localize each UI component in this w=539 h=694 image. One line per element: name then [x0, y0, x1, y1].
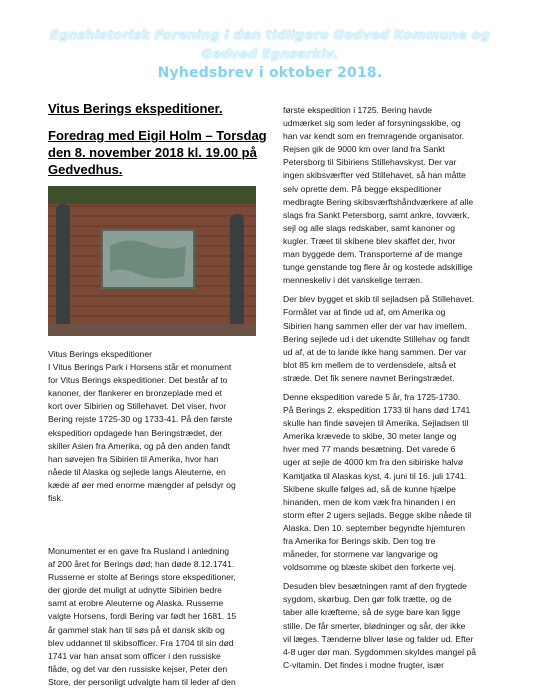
body-text: Desuden blev besætningen ramt af den frygtede sygdom, skørbug. Den gør folk trætte, og de taber alle kræfterne, så de syge bare kan ligge stille. De får smerter, blødninger og sår, der ikke vil læges. Tænderne bliver løse og falder ud. Efter 4-8 uger dør man. Sygdommen skyldes mangel på C-vitamin. Det findes i modne frugter, især [283, 581, 476, 670]
left-paragraph-1 [48, 348, 280, 505]
body-text: Der blev bygget et skib til sejladsen på Stillehavet. Formålet var at finde ud af, om Amerika og Sibirien hang sammen eller der var hav imellem. Bering sejlede ud i det ukendte Stillehav og fandt ud af, at de to lande ikke hang sammen. Der var blot 85 km mellem de to verdensdele, altså et stræde. Det fik senere navnet Beringstrædet. [283, 294, 475, 383]
header-line-1: Egnshistorisk Forening i den tidligere Gedved Kommune og [50, 28, 490, 43]
left-paragraph-2 [48, 545, 280, 689]
body-text: Denne ekspedition varede 5 år, fra 1725-1730. På Berings 2. ekspedition 1733 til hans død 1741 skulle han finde søvejen til Amerika. Sejladsen til Amerika krævede to skibe, 30 meter lange og hver med 77 mands besætning. Det varede 6 uger at sejle de 4000 km fra den sibiriske halvø Kamtjatka til Alaskas kyst, 4. juni til 16. juli 1741. Skibene skulle følges ad, så de kunne hjælpe hinanden, men de kom væk fra hinanden i en storm efter 2 ugers sejlads. Begge skibe nåede til Alaska. Den 10. september begyndte hjemturen fra Amerika for Berings skib. Den tog tre måneder, for stormene var langvarige og voldsomme og blæste skibet den forkerte vej. [283, 391, 472, 573]
article-heading [48, 100, 280, 178]
header-line-3: Nyhedsbrev i oktober 2018. [157, 65, 383, 81]
body-text: første ekspedition i 1725. Bering havde udmærket sig som leder af forsyningsskibe, og han var kendt som en fremragende organisator. Rejsen gik de 9000 km over land fra Sankt Petersborg til Sibiriens Stillehavskyst. Der var ingen skibsværfter ved Stillehavet, så han måtte selv oprette dem. På begge ekspeditioner medbragte Bering skibsværftshåndværkere af alle slags fra Sankt Petersborg, samt ankre, tovværk, sejl og alle slags redskaber, samt kanoner og kugler. Træet til skibene blev skaffet der, hvor man byggede dem. Transporterne af de mange tunge genstande tog flere år og kostede adskillige menneskeliv i det vanskelige terræn. [283, 105, 474, 286]
right-column [283, 104, 523, 672]
article-title: Vitus Berings ekspeditioner. [48, 101, 223, 116]
header-line-2: Gedved Egnsarkiv. [201, 47, 339, 62]
newsletter-header [20, 26, 520, 83]
article-subtitle: Foredrag med Eigil Holm – Torsdag den 8. november 2018 kl. 19.00 på Gedvedhus. [48, 128, 267, 177]
body-text: Vitus Berings ekspeditioner I Vitus Berings Park i Horsens står et monument for Vitus Berings ekspeditioner. Det består af to kanoner, der flankerer en bronzeplade med et kort over Sibirien og Stillehavet. Det viser, hvor Bering rejste 1725-30 og 1733-41. På den første ekspedition opdagede han Beringstrædet, der skiller Asien fra Amerika, og på den anden fandt han søvejen fra Sibirien til Amerika, hvor han nåede til Alaska og sejlede langs Aleuterne, en kæde af øer med enorme mængder af pelsdyr og fisk. [48, 349, 236, 504]
body-text: Monumentet er en gave fra Rusland i anledning af 200 året for Berings død; han døde 8.12.1741. Russerne er stolte af Berings store ekspeditioner, der gjorde det muligt at udnytte Sibirien bedre samt at erobre Aleuterne og Alaska. Russerne valgte Horsens, fordi Bering var født her 1681. 15 år gammel stak han til søs på et dansk skib og blev uddannet til skibsofficer. Fra 1704 til sin død 1741 var han ansat som officer i den russiske flåde, og det var den russiske kejser, Peter den Store, der personligt udvalgte ham til leder af den [48, 546, 237, 687]
monument-photo-icon [48, 186, 256, 336]
